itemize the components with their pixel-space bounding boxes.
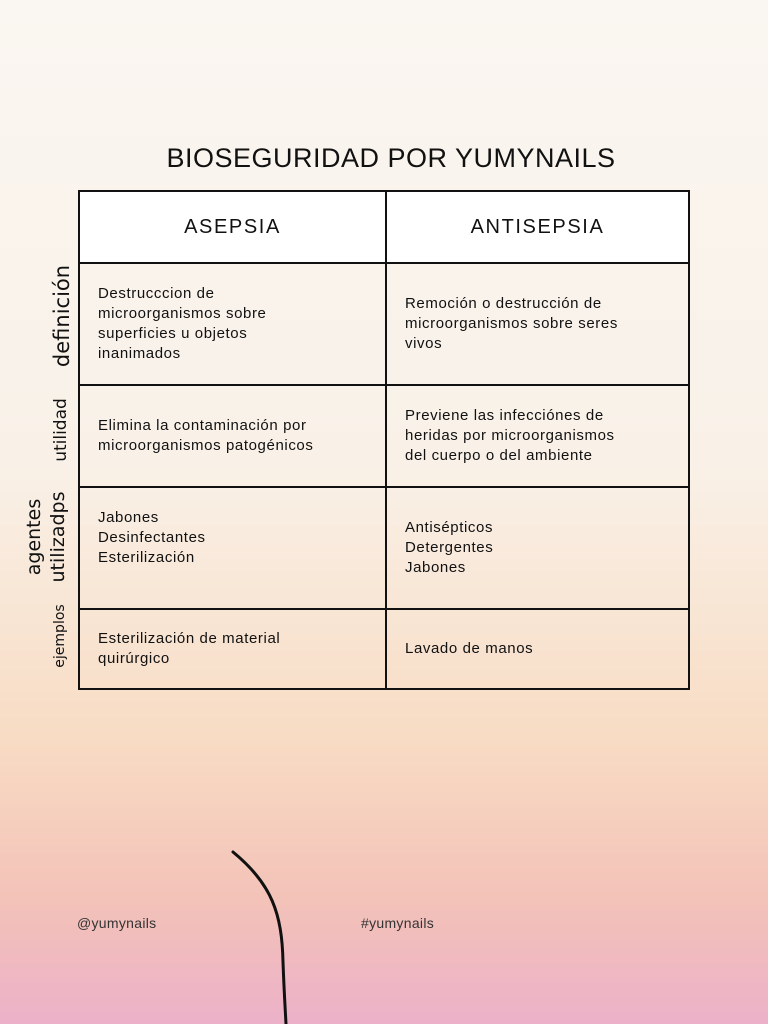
cell-examples-asepsia: Esterilización de material quirúrgico	[98, 630, 281, 667]
row-label-definition: definición	[50, 264, 74, 368]
cell-agents-asepsia: Jabones Desinfectantes Esterilización	[98, 509, 206, 566]
cell-examples-antisepsia: Lavado de manos	[405, 640, 534, 657]
cell-agents-antisepsia: Antisépticos Detergentes Jabones	[405, 519, 494, 576]
page-title: BIOSEGURIDAD POR YUMYNAILS	[166, 143, 616, 173]
cell-utility-asepsia: Elimina la contaminación por microorganismos patogénicos	[98, 417, 314, 454]
cell-utility-antisepsia: Previene las infecciónes de heridas por microorganismos del cuerpo o del ambiente	[405, 407, 615, 464]
cell-definition-antisepsia: Remoción o destrucción de microorganismos sobre seres vivos	[405, 295, 618, 352]
cell-definition-asepsia: Destrucccion de microorganismos sobre superficies u objetos inanimados	[98, 285, 267, 362]
column-header-asepsia: ASEPSIA	[80, 192, 385, 262]
column-header-antisepsia: ANTISEPSIA	[387, 192, 688, 262]
row-label-examples: ejemplos	[52, 604, 68, 668]
footer-handle: @yumynails	[77, 915, 157, 931]
row-label-agents: agentes utilizadps	[23, 491, 69, 583]
footer-hashtag: #yumynails	[361, 915, 435, 931]
row-label-utility: utilidad	[51, 398, 71, 462]
